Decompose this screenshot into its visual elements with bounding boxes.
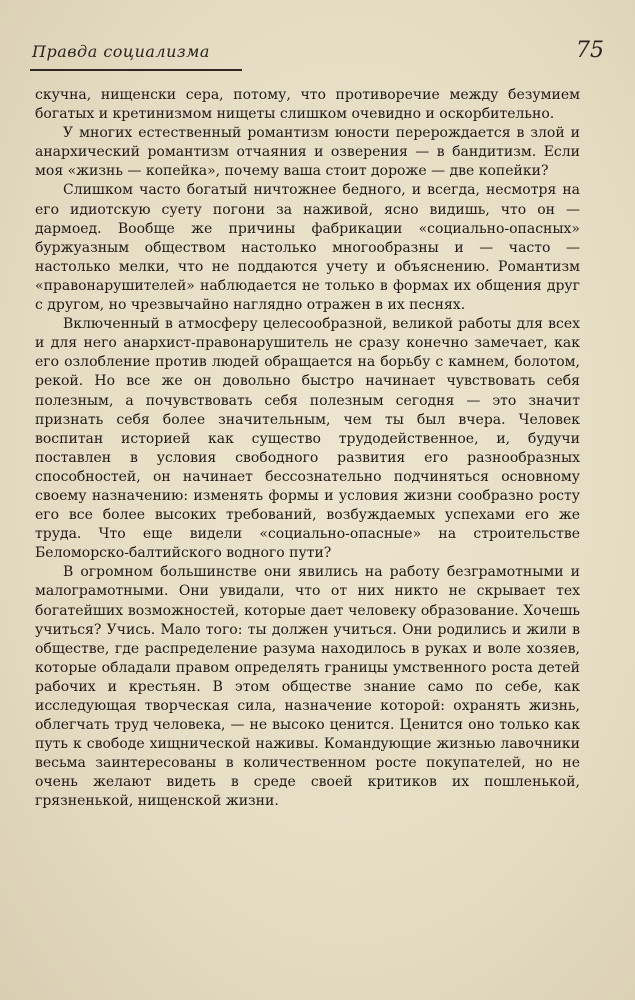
paragraph-3: Слишком часто богатый ничтожнее бедного, и всегда, несмотря на его идиотскую суету погони за наживой, ясно видишь, что он — дармоед. Вообще же причины фабрикации «социально-опасных» буржуазным обществом настолько многообразны и — часто — настолько мелки, что не поддаются учету и объяснению. Романтизм «правонарушителей» наблюдается не только в формах их общения друг с другом, но чрезвычайно наглядно отражен в их песнях. [35, 182, 580, 314]
paragraph-2: У многих естественный романтизм юности перерождается в злой и анархический романтизм отчаяния и озверения — в бандитизм. Если моя «жизнь — копейка», почему ваша стоит дороже — две копейки? [35, 125, 580, 180]
paragraph-4: Включенный в атмосферу целесообразной, великой работы для всех и для него анархист-правонарушитель не сразу конечно замечает, как его озлобление против людей обращается на борьбу с камнем, болотом, рекой. Но все же он довольно быстро начинает чувствовать себя полезным, а почувствовать себя полезным сегодня — это значит признать себя более значительным, чем ты был вчера. Человек воспитан историей как существо трудодейственное, и, будучи поставлен в условия свободного развития его разнообразных способностей, он начинает бессознательно подчиняться основному своему назначению: изменять формы и условия жизни сообразно росту его все более высоких требований, возбуждаемых успехами его же труда. Что еще видели «социально-опасные» на строительстве Беломорско-балтийского водного пути? [35, 316, 580, 562]
body-text [35, 86, 580, 812]
page-number: 75 [576, 38, 604, 63]
paragraph-1: скучна, нищенски сера, потому, что противоречие между безумием богатых и кретинизмом нищеты слишком очевидно и оскорбительно. [35, 87, 580, 123]
header-rule [30, 69, 242, 71]
page-header [32, 38, 604, 68]
running-title: Правда социализма [32, 42, 210, 61]
paragraph-5: В огромном большинстве они явились на работу безграмотными и малограмотными. Они увидали, что от них никто не скрывает тех богатейших возможностей, которые дает человеку образование. Хочешь учиться? Учись. Мало того: ты должен учиться. Они родились и жили в обществе, где распределение разума находилось в руках и воле хозяев, которые обладали правом определять границы умственного роста детей рабочих и крестьян. В этом обществе знание само по себе, как исследующая творческая сила, назначение которой: охранять жизнь, облегчать труд человека, — не высоко ценится. Ценится оно только как путь к свободе хищнической наживы. Командующие жизнью лавочники весьма заинтересованы в количественном росте покупателей, но не очень желают видеть в среде своей критиков их пошленькой, грязненькой, нищенской жизни. [35, 564, 580, 810]
